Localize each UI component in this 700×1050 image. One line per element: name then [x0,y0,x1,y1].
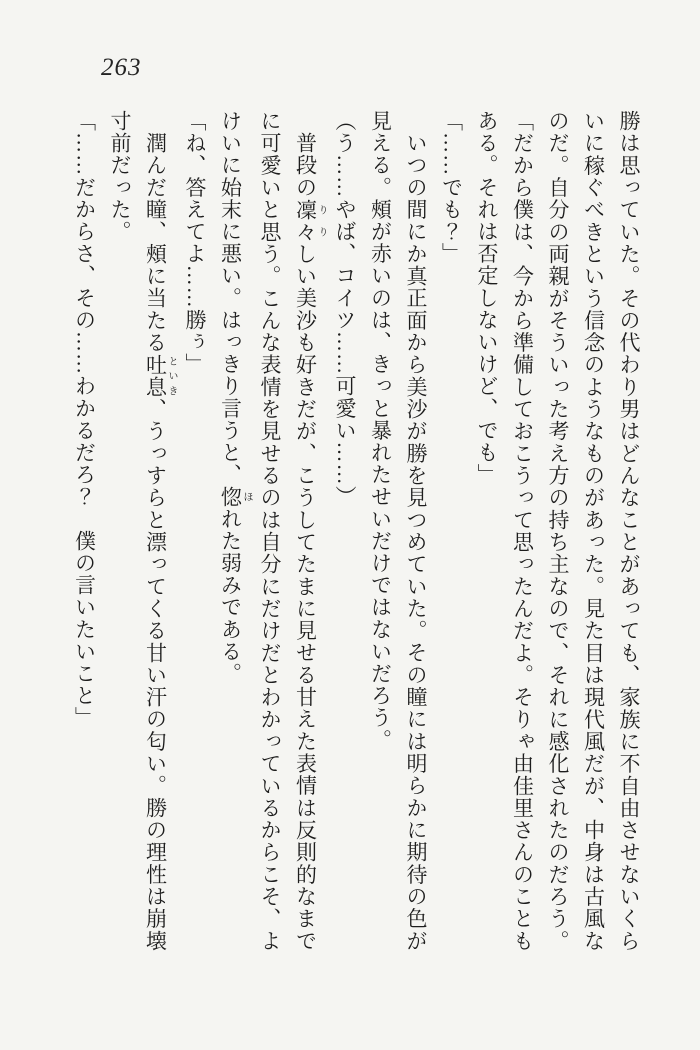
ruby-annotated-word: 吐息といき [143,353,177,398]
text-line: ある。それは否定しないけど、でも」 [475,110,499,486]
furigana: りり [316,198,327,243]
text-line: 「ね、答えてよ……勝ぅ」 [183,110,207,376]
page-number: 263 [101,54,142,81]
text-line: いつの間にか真正面から美沙が勝を見つめていた。その瞳には明らかに期待の色が [404,132,428,952]
text-line: のだ。自分の両親がそういった考え方の持ち主なので、それに感化されたのだろう。 [546,110,570,952]
text-line: いに稼ぐべきという信念のようなものがあった。見た目は現代風だが、中身は古風な [581,110,606,952]
text-line: 「……でも？」 [439,110,464,265]
text-line: 「……だからさ、その……わかるだろ？ 僕の言いたいこと」 [72,110,97,729]
text-line: に可愛いと思う。こんな表情を見せるのは自分にだけだとわかっているからこそ、よ [258,110,282,952]
text-line: 普段の凜々りりしい美沙も好きだが、こうしてたまに見せる甘えた表情は反則的なまで [293,132,327,952]
text-line: （う……やば、コイツ……可愛い……） [333,110,357,508]
text-line: 「だから僕は、今から準備しておこうって思ったんだよ。そりゃ由佳里さんのことも [510,110,535,952]
furigana: ほ [241,485,252,508]
text-line: けいに始末に悪い。はっきり言うと、惚ほれた弱みである。 [218,110,252,685]
text-line: 勝は思っていた。その代わり男はどんなことがあっても、家族に不自由させないくら [617,110,641,952]
text-line: 潤んだ瞳、頰に当たる吐息といき、うっすらと漂ってくる甘い汗の匂い。勝の理性は崩壊 [143,132,177,952]
ruby-annotated-word: 惚ほ [218,485,252,508]
text-line: 見える。頰が赤いのは、きっと暴れたせいだけではないだろう。 [368,110,393,751]
text-line: 寸前だった。 [108,110,132,243]
vertical-text-block [66,110,646,952]
furigana: といき [166,353,177,398]
ruby-annotated-word: 凜々りり [293,198,327,243]
